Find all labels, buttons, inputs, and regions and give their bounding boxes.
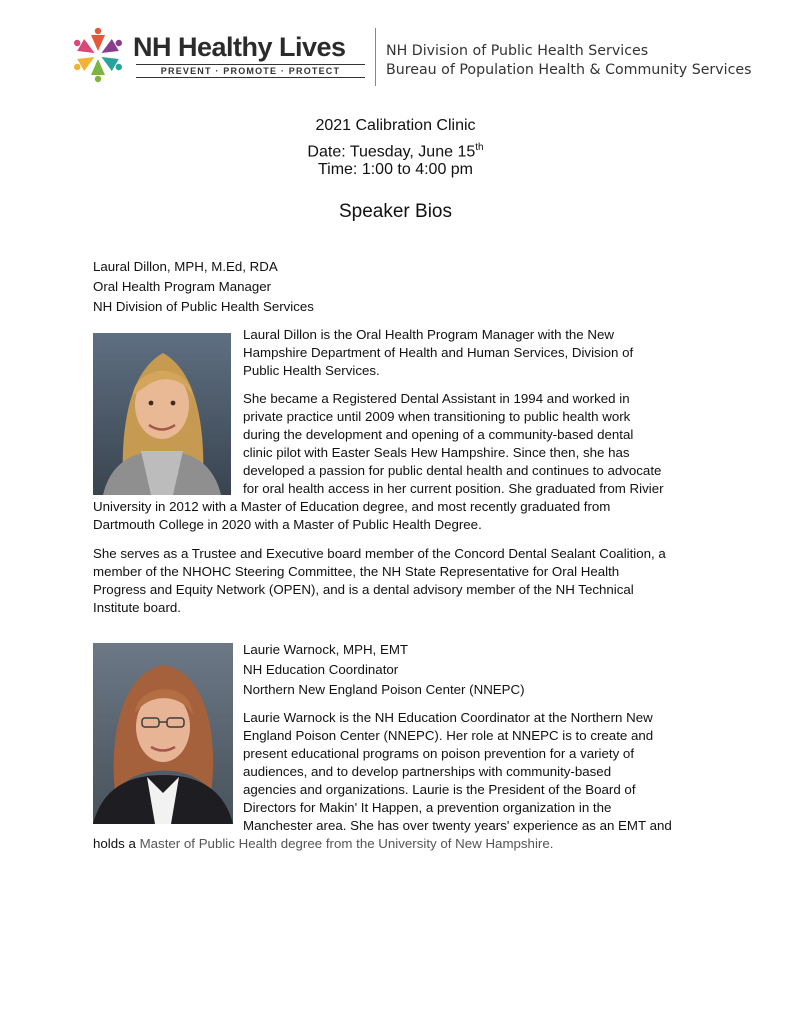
speaker-1-role: Oral Health Program Manager [93, 279, 272, 294]
speaker-2-organization: Northern New England Poison Center (NNEPC) [243, 682, 525, 697]
speaker-1-bio-line: She became a Registered Dental Assistant in 1994 and worked in [243, 391, 630, 406]
speaker-2-name: Laurie Warnock, MPH, EMT [243, 642, 409, 657]
logo-title: NH Healthy Lives [133, 32, 346, 62]
speaker-2-bio-last-lead: holds a [93, 836, 140, 851]
speaker-1-bio-line: Laural Dillon is the Oral Health Program Manager with the New [243, 327, 615, 342]
speaker-2-bio-last-tail: Master of Public Health degree from the University of New Hampshire. [139, 836, 554, 851]
speaker-1-bio-line: developed a passion for public dental health and continues to advocate [243, 463, 662, 478]
speaker-2-role: NH Education Coordinator [243, 662, 399, 677]
speaker-1-photo [93, 333, 231, 495]
event-time: Time: 1:00 to 4:00 pm [317, 161, 474, 178]
speaker-1-bio-line: during the development and opening of a community-based dental [243, 427, 634, 442]
logo-tagline: PREVENT · PROMOTE · PROTECT [160, 66, 341, 76]
nh-healthy-lives-logo-icon [70, 27, 126, 83]
speaker-1-bio-line: She serves as a Trustee and Executive board member of the Concord Dental Sealant Coalition, a [93, 546, 666, 561]
event-title: 2021 Calibration Clinic [315, 117, 476, 134]
event-date [0, 138, 791, 162]
speaker-1-bio-line: clinic pilot with Easter Seals Hew Hampshire. Since then, she has [243, 445, 630, 460]
speaker-2-bio-line: audiences, and to develop partnerships with community-based [243, 764, 612, 779]
speaker-2-bio-line: agencies and organizations. Laurie is the President of the Board of [243, 782, 636, 797]
speaker-2-bio-line: Manchester area. She has over twenty years' experience as an EMT and [243, 818, 672, 833]
org-division-name: NH Division of Public Health Services [386, 43, 649, 59]
speaker-1-bio-line: private practice until 2009 when transitioning to public health work [243, 409, 631, 424]
speaker-1-bio-line: Progress and Equity Network (OPEN), and is a dental advisory member of the NH Technical [93, 582, 634, 597]
speaker-1-organization: NH Division of Public Health Services [93, 299, 314, 314]
speaker-2-bio-line: England Poison Center (NNEPC). Her role at NNEPC is to create and [243, 728, 654, 743]
speaker-2-bio-line: Laurie Warnock is the NH Education Coordinator at the Northern New [243, 710, 653, 725]
logo-petal-red [91, 28, 105, 51]
speaker-1-bio-line: Dartmouth College in 2020 with a Master of Public Health Degree. [93, 517, 482, 532]
event-date-text: Date: Tuesday, June 15 [307, 143, 476, 161]
logo-petal-green [91, 59, 105, 82]
speaker-1-bio-line: Public Health Services. [243, 363, 380, 378]
speaker-2-bio-line: present educational programs on poison prevention for a variety of [243, 746, 635, 761]
speaker-1-name: Laural Dillon, MPH, M.Ed, RDA [93, 259, 278, 274]
org-bureau-name: Bureau of Population Health & Community Services [386, 62, 752, 78]
speaker-1-bio-line: University in 2012 with a Master of Education degree, and most recently graduated from [93, 499, 611, 514]
speaker-1-bio-line: for oral health access in her current position. She graduated from Rivier [243, 481, 664, 496]
event-date-ordinal: th [475, 142, 484, 153]
speaker-2-bio-line: Directors for Makin' It Happen, a prevention organization in the [243, 800, 612, 815]
speaker-2-bio-line [93, 835, 553, 853]
speaker-bios-heading: Speaker Bios [338, 201, 452, 222]
header-divider [375, 28, 376, 86]
speaker-2-photo [93, 643, 233, 824]
speaker-1-bio-line: Hampshire Department of Health and Human Services, Division of [243, 345, 634, 360]
speaker-1-bio-line: Institute board. [93, 600, 181, 615]
speaker-1-bio-line: member of the NHOHC Steering Committee, the NH State Representative for Oral Health [93, 564, 620, 579]
